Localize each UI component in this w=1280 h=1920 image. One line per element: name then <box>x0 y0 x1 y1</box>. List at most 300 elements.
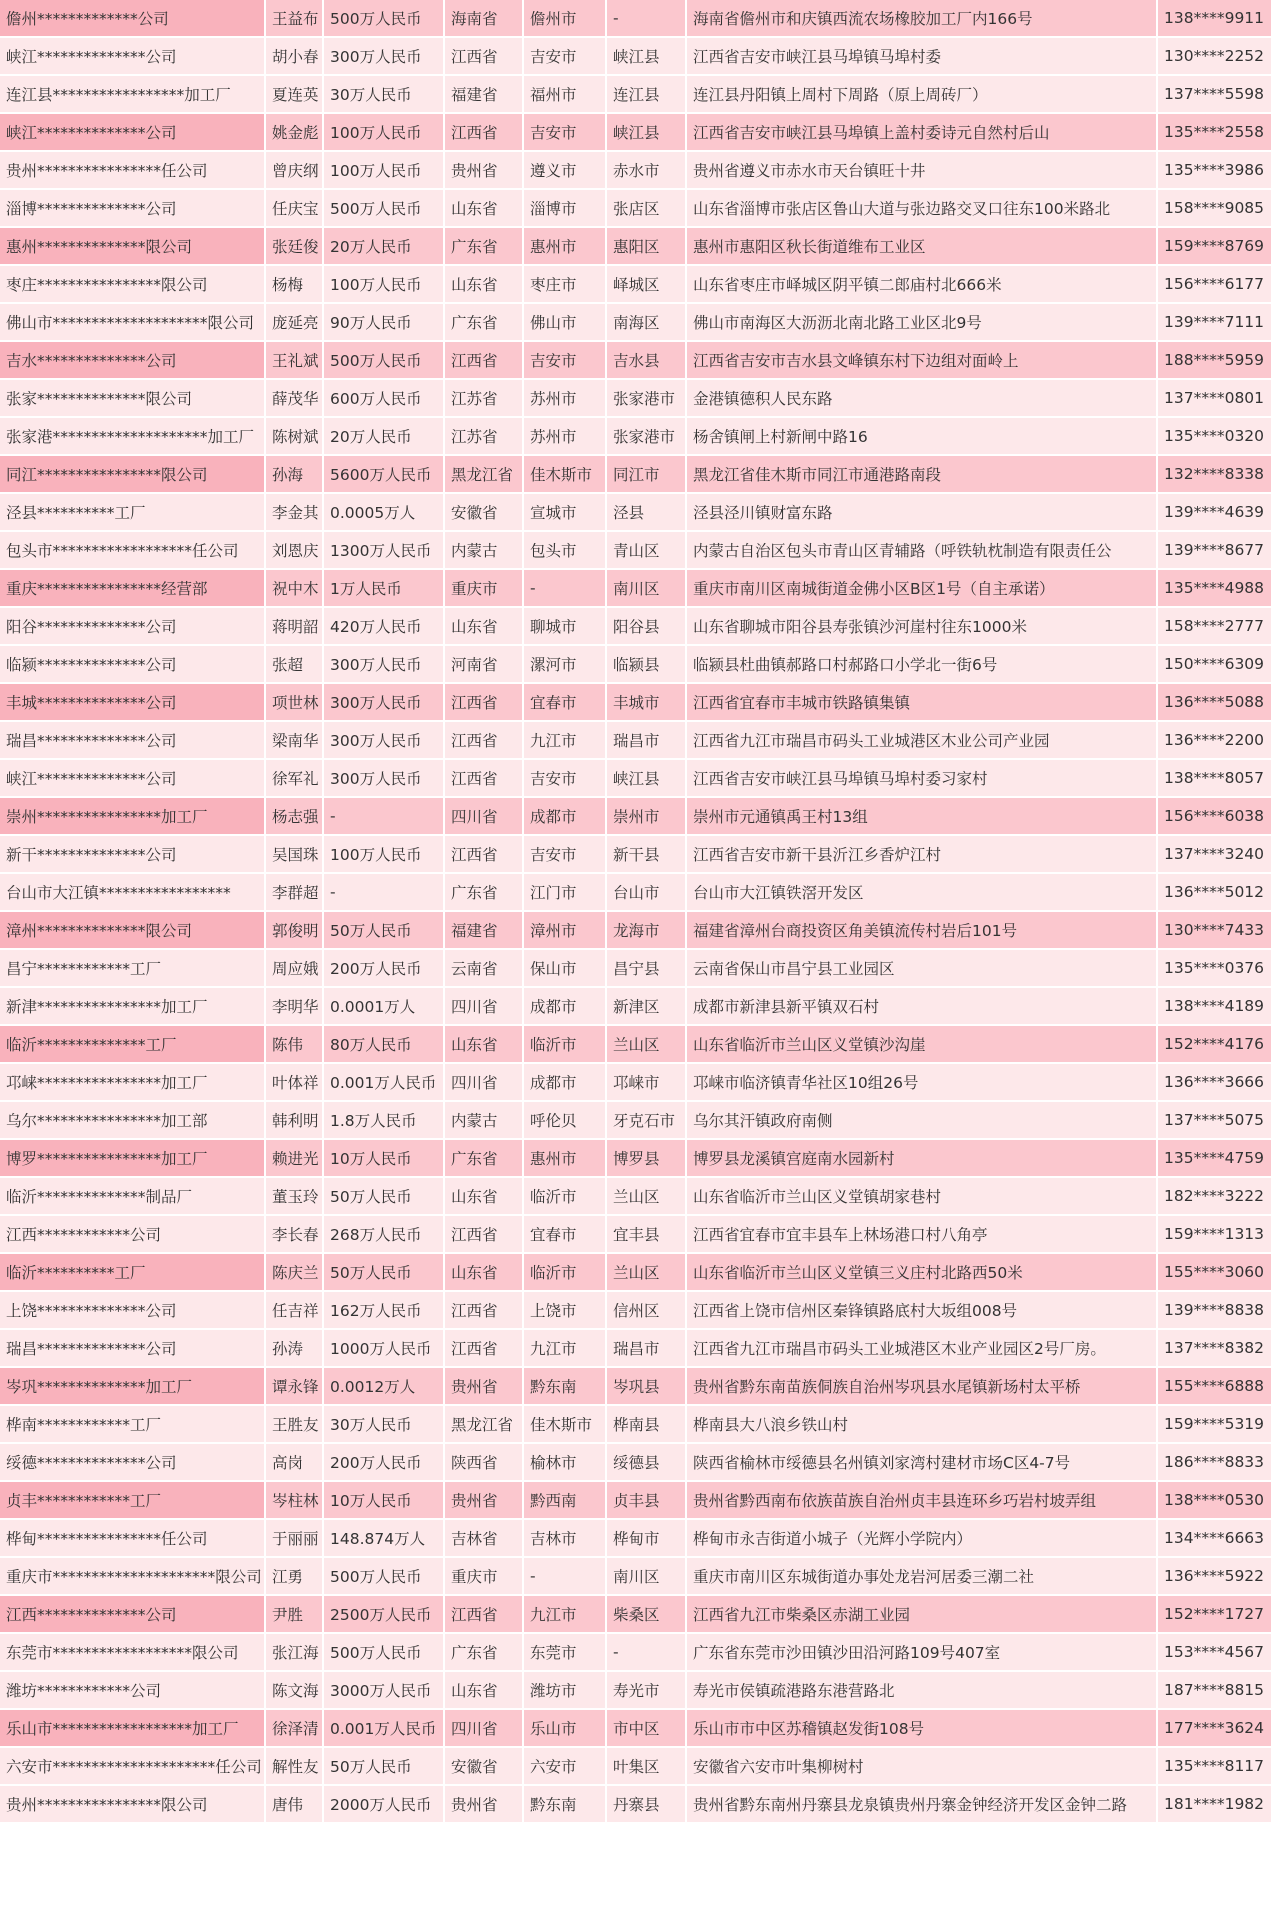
legal-person-cell: 王胜友 <box>266 1406 324 1444</box>
province-cell: 江西省 <box>445 1330 524 1368</box>
city-cell: 包头市 <box>524 532 607 570</box>
phone-cell: 135****0376 <box>1158 950 1273 988</box>
phone-cell: 156****6038 <box>1158 798 1273 836</box>
registered-capital-cell: 148.874万人 <box>324 1520 445 1558</box>
address-cell: 邛崃市临济镇青华社区10组26号 <box>687 1064 1158 1102</box>
company-name-cell: 乌尔****************加工部 <box>0 1102 266 1140</box>
company-name-cell: 绥德**************公司 <box>0 1444 266 1482</box>
table-row <box>0 1520 1273 1558</box>
phone-cell: 156****6177 <box>1158 266 1273 304</box>
registered-capital-cell: 300万人民币 <box>324 760 445 798</box>
company-name-cell: 崇州****************加工厂 <box>0 798 266 836</box>
registered-capital-cell: 2000万人民币 <box>324 1786 445 1824</box>
legal-person-cell: 张江海 <box>266 1634 324 1672</box>
province-cell: 山东省 <box>445 1178 524 1216</box>
district-cell: 贞丰县 <box>607 1482 687 1520</box>
registered-capital-cell: 300万人民币 <box>324 646 445 684</box>
table-row <box>0 532 1273 570</box>
legal-person-cell: 孙涛 <box>266 1330 324 1368</box>
legal-person-cell: 陈庆兰 <box>266 1254 324 1292</box>
registered-capital-cell: 420万人民币 <box>324 608 445 646</box>
registered-capital-cell: 20万人民币 <box>324 418 445 456</box>
address-cell: 贵州省黔东南苗族侗族自治州岑巩县水尾镇新场村太平桥 <box>687 1368 1158 1406</box>
district-cell: 瑞昌市 <box>607 722 687 760</box>
company-name-cell: 新干**************公司 <box>0 836 266 874</box>
phone-cell: 150****6309 <box>1158 646 1273 684</box>
city-cell: 佛山市 <box>524 304 607 342</box>
company-name-cell: 儋州*************公司 <box>0 0 266 38</box>
phone-cell: 139****8838 <box>1158 1292 1273 1330</box>
district-cell: 博罗县 <box>607 1140 687 1178</box>
registered-capital-cell: 500万人民币 <box>324 0 445 38</box>
company-name-cell: 江西************公司 <box>0 1216 266 1254</box>
address-cell: 江西省吉安市新干县沂江乡香炉江村 <box>687 836 1158 874</box>
table-row <box>0 1672 1273 1710</box>
district-cell: 赤水市 <box>607 152 687 190</box>
city-cell: - <box>524 1558 607 1596</box>
phone-cell: 137****5598 <box>1158 76 1273 114</box>
phone-cell: 136****2200 <box>1158 722 1273 760</box>
address-cell: 山东省枣庄市峄城区阴平镇二郎庙村北666米 <box>687 266 1158 304</box>
registered-capital-cell: 1万人民币 <box>324 570 445 608</box>
phone-cell: 136****5088 <box>1158 684 1273 722</box>
registered-capital-cell: 50万人民币 <box>324 1254 445 1292</box>
company-name-cell: 东莞市******************限公司 <box>0 1634 266 1672</box>
table-row <box>0 1444 1273 1482</box>
city-cell: 苏州市 <box>524 418 607 456</box>
registered-capital-cell: 100万人民币 <box>324 114 445 152</box>
registered-capital-cell: 0.001万人民币 <box>324 1064 445 1102</box>
company-name-cell: 枣庄****************限公司 <box>0 266 266 304</box>
table-row <box>0 608 1273 646</box>
company-name-cell: 漳州**************限公司 <box>0 912 266 950</box>
district-cell: 台山市 <box>607 874 687 912</box>
district-cell: 阳谷县 <box>607 608 687 646</box>
address-cell: 山东省聊城市阳谷县寿张镇沙河崖村往东1000米 <box>687 608 1158 646</box>
table-row <box>0 1368 1273 1406</box>
registered-capital-cell: 0.0012万人 <box>324 1368 445 1406</box>
legal-person-cell: 任吉祥 <box>266 1292 324 1330</box>
district-cell: 邛崃市 <box>607 1064 687 1102</box>
city-cell: 宜春市 <box>524 684 607 722</box>
company-name-cell: 上饶**************公司 <box>0 1292 266 1330</box>
legal-person-cell: 孙海 <box>266 456 324 494</box>
phone-cell: 137****3240 <box>1158 836 1273 874</box>
phone-cell: 138****8057 <box>1158 760 1273 798</box>
legal-person-cell: 周应娥 <box>266 950 324 988</box>
city-cell: 九江市 <box>524 722 607 760</box>
phone-cell: 137****8382 <box>1158 1330 1273 1368</box>
legal-person-cell: 郭俊明 <box>266 912 324 950</box>
registered-capital-cell: 100万人民币 <box>324 836 445 874</box>
table-row <box>0 342 1273 380</box>
phone-cell: 135****0320 <box>1158 418 1273 456</box>
company-name-cell: 同江****************限公司 <box>0 456 266 494</box>
table-row <box>0 152 1273 190</box>
province-cell: 江西省 <box>445 1292 524 1330</box>
province-cell: 江西省 <box>445 760 524 798</box>
registered-capital-cell: 30万人民币 <box>324 1406 445 1444</box>
registered-capital-cell: 50万人民币 <box>324 912 445 950</box>
province-cell: 山东省 <box>445 1026 524 1064</box>
province-cell: 云南省 <box>445 950 524 988</box>
registered-capital-cell: 500万人民币 <box>324 342 445 380</box>
phone-cell: 159****1313 <box>1158 1216 1273 1254</box>
province-cell: 四川省 <box>445 1064 524 1102</box>
legal-person-cell: 张廷俊 <box>266 228 324 266</box>
phone-cell: 136****5922 <box>1158 1558 1273 1596</box>
registered-capital-cell: 268万人民币 <box>324 1216 445 1254</box>
phone-cell: 139****4639 <box>1158 494 1273 532</box>
phone-cell: 152****4176 <box>1158 1026 1273 1064</box>
address-cell: 山东省临沂市兰山区义堂镇三义庄村北路西50米 <box>687 1254 1158 1292</box>
city-cell: 吉安市 <box>524 114 607 152</box>
phone-cell: 137****5075 <box>1158 1102 1273 1140</box>
city-cell: 吉安市 <box>524 836 607 874</box>
province-cell: 福建省 <box>445 76 524 114</box>
phone-cell: 182****3222 <box>1158 1178 1273 1216</box>
address-cell: 连江县丹阳镇上周村下周路（原上周砖厂） <box>687 76 1158 114</box>
table-row <box>0 380 1273 418</box>
company-name-cell: 临沂**************工厂 <box>0 1026 266 1064</box>
company-name-cell: 乐山市******************加工厂 <box>0 1710 266 1748</box>
province-cell: 重庆市 <box>445 1558 524 1596</box>
district-cell: 崇州市 <box>607 798 687 836</box>
city-cell: 佳木斯市 <box>524 456 607 494</box>
legal-person-cell: 谭永锋 <box>266 1368 324 1406</box>
district-cell: 绥德县 <box>607 1444 687 1482</box>
address-cell: 重庆市南川区南城街道金佛小区B区1号（自主承诺） <box>687 570 1158 608</box>
table-row <box>0 570 1273 608</box>
table-row <box>0 1330 1273 1368</box>
legal-person-cell: 任庆宝 <box>266 190 324 228</box>
legal-person-cell: 项世林 <box>266 684 324 722</box>
phone-cell: 186****8833 <box>1158 1444 1273 1482</box>
province-cell: 贵州省 <box>445 1368 524 1406</box>
registered-capital-cell: 162万人民币 <box>324 1292 445 1330</box>
phone-cell: 132****8338 <box>1158 456 1273 494</box>
registered-capital-cell: 200万人民币 <box>324 950 445 988</box>
legal-person-cell: 陈文海 <box>266 1672 324 1710</box>
company-name-cell: 重庆市*********************限公司 <box>0 1558 266 1596</box>
city-cell: 乐山市 <box>524 1710 607 1748</box>
company-name-cell: 桦甸****************任公司 <box>0 1520 266 1558</box>
address-cell: 江西省九江市瑞昌市码头工业城港区木业公司产业园 <box>687 722 1158 760</box>
district-cell: 张店区 <box>607 190 687 228</box>
district-cell: - <box>607 1634 687 1672</box>
district-cell: 张家港市 <box>607 418 687 456</box>
city-cell: 聊城市 <box>524 608 607 646</box>
registered-capital-cell: 0.0001万人 <box>324 988 445 1026</box>
address-cell: 山东省临沂市兰山区义堂镇沙沟崖 <box>687 1026 1158 1064</box>
table-row <box>0 1292 1273 1330</box>
province-cell: 江苏省 <box>445 380 524 418</box>
city-cell: 吉安市 <box>524 38 607 76</box>
company-name-cell: 泾县**********工厂 <box>0 494 266 532</box>
province-cell: 贵州省 <box>445 1786 524 1824</box>
district-cell: 兰山区 <box>607 1178 687 1216</box>
legal-person-cell: 李金其 <box>266 494 324 532</box>
address-cell: 陕西省榆林市绥德县名州镇刘家湾村建材市场C区4-7号 <box>687 1444 1158 1482</box>
legal-person-cell: 唐伟 <box>266 1786 324 1824</box>
district-cell: 连江县 <box>607 76 687 114</box>
address-cell: 贵州省黔西南布依族苗族自治州贞丰县连环乡巧岩村坡弄组 <box>687 1482 1158 1520</box>
legal-person-cell: 吴国珠 <box>266 836 324 874</box>
phone-cell: 137****0801 <box>1158 380 1273 418</box>
company-name-cell: 贵州****************限公司 <box>0 1786 266 1824</box>
legal-person-cell: 徐泽清 <box>266 1710 324 1748</box>
address-cell: 山东省淄博市张店区鲁山大道与张边路交叉口往东100米路北 <box>687 190 1158 228</box>
registered-capital-cell: 300万人民币 <box>324 38 445 76</box>
province-cell: 黑龙江省 <box>445 456 524 494</box>
table-row <box>0 1596 1273 1634</box>
company-name-cell: 惠州**************限公司 <box>0 228 266 266</box>
table-row <box>0 1710 1273 1748</box>
table-row <box>0 38 1273 76</box>
address-cell: 江西省吉安市峡江县马埠镇马埠村委习家村 <box>687 760 1158 798</box>
province-cell: 安徽省 <box>445 1748 524 1786</box>
city-cell: 临沂市 <box>524 1254 607 1292</box>
registered-capital-cell: 100万人民币 <box>324 152 445 190</box>
table-row <box>0 0 1273 38</box>
district-cell: 瑞昌市 <box>607 1330 687 1368</box>
table-row <box>0 1102 1273 1140</box>
legal-person-cell: 胡小春 <box>266 38 324 76</box>
company-name-cell: 邛崃****************加工厂 <box>0 1064 266 1102</box>
table-row <box>0 874 1273 912</box>
legal-person-cell: 曾庆纲 <box>266 152 324 190</box>
phone-cell: 177****3624 <box>1158 1710 1273 1748</box>
registered-capital-cell: 80万人民币 <box>324 1026 445 1064</box>
legal-person-cell: 刘恩庆 <box>266 532 324 570</box>
city-cell: 九江市 <box>524 1596 607 1634</box>
district-cell: 峄城区 <box>607 266 687 304</box>
table-row <box>0 1026 1273 1064</box>
company-name-cell: 临沂**************制品厂 <box>0 1178 266 1216</box>
city-cell: 江门市 <box>524 874 607 912</box>
address-cell: 贵州省遵义市赤水市天台镇旺十井 <box>687 152 1158 190</box>
legal-person-cell: 董玉玲 <box>266 1178 324 1216</box>
registered-capital-cell: 1000万人民币 <box>324 1330 445 1368</box>
phone-cell: 138****0530 <box>1158 1482 1273 1520</box>
registered-capital-cell: 500万人民币 <box>324 190 445 228</box>
phone-cell: 181****1982 <box>1158 1786 1273 1824</box>
registered-capital-cell: 10万人民币 <box>324 1482 445 1520</box>
city-cell: 遵义市 <box>524 152 607 190</box>
province-cell: 海南省 <box>445 0 524 38</box>
registered-capital-cell: 20万人民币 <box>324 228 445 266</box>
table-row <box>0 190 1273 228</box>
company-name-cell: 峡江**************公司 <box>0 760 266 798</box>
company-name-cell: 潍坊************公司 <box>0 1672 266 1710</box>
address-cell: 江西省九江市瑞昌市码头工业城港区木业产业园区2号厂房。 <box>687 1330 1158 1368</box>
legal-person-cell: 姚金彪 <box>266 114 324 152</box>
legal-person-cell: 张超 <box>266 646 324 684</box>
district-cell: 兰山区 <box>607 1254 687 1292</box>
province-cell: 江西省 <box>445 684 524 722</box>
province-cell: 吉林省 <box>445 1520 524 1558</box>
district-cell: 柴桑区 <box>607 1596 687 1634</box>
district-cell: 南川区 <box>607 1558 687 1596</box>
province-cell: 江西省 <box>445 836 524 874</box>
company-name-cell: 贵州****************任公司 <box>0 152 266 190</box>
city-cell: 榆林市 <box>524 1444 607 1482</box>
district-cell: 桦甸市 <box>607 1520 687 1558</box>
province-cell: 内蒙古 <box>445 1102 524 1140</box>
district-cell: 兰山区 <box>607 1026 687 1064</box>
address-cell: 台山市大江镇铁滘开发区 <box>687 874 1158 912</box>
phone-cell: 136****3666 <box>1158 1064 1273 1102</box>
company-name-cell: 瑞昌**************公司 <box>0 1330 266 1368</box>
province-cell: 内蒙古 <box>445 532 524 570</box>
city-cell: 黔西南 <box>524 1482 607 1520</box>
city-cell: 宣城市 <box>524 494 607 532</box>
phone-cell: 158****2777 <box>1158 608 1273 646</box>
district-cell: 牙克石市 <box>607 1102 687 1140</box>
province-cell: 贵州省 <box>445 1482 524 1520</box>
address-cell: 金港镇德积人民东路 <box>687 380 1158 418</box>
city-cell: 福州市 <box>524 76 607 114</box>
legal-person-cell: 薛茂华 <box>266 380 324 418</box>
company-name-cell: 博罗****************加工厂 <box>0 1140 266 1178</box>
table-row <box>0 684 1273 722</box>
city-cell: 临沂市 <box>524 1026 607 1064</box>
address-cell: 江西省九江市柴桑区赤湖工业园 <box>687 1596 1158 1634</box>
city-cell: 六安市 <box>524 1748 607 1786</box>
address-cell: 崇州市元通镇禹王村13组 <box>687 798 1158 836</box>
phone-cell: 159****8769 <box>1158 228 1273 266</box>
phone-cell: 139****8677 <box>1158 532 1273 570</box>
city-cell: 惠州市 <box>524 228 607 266</box>
address-cell: 黑龙江省佳木斯市同江市通港路南段 <box>687 456 1158 494</box>
phone-cell: 136****5012 <box>1158 874 1273 912</box>
address-cell: 乐山市市中区苏稽镇赵发街108号 <box>687 1710 1158 1748</box>
province-cell: 山东省 <box>445 1254 524 1292</box>
table-row <box>0 836 1273 874</box>
district-cell: 宜丰县 <box>607 1216 687 1254</box>
district-cell: 吉水县 <box>607 342 687 380</box>
province-cell: 四川省 <box>445 798 524 836</box>
table-row <box>0 1216 1273 1254</box>
province-cell: 黑龙江省 <box>445 1406 524 1444</box>
table-row <box>0 1178 1273 1216</box>
company-name-cell: 包头市******************任公司 <box>0 532 266 570</box>
registered-capital-cell: 30万人民币 <box>324 76 445 114</box>
province-cell: 河南省 <box>445 646 524 684</box>
phone-cell: 155****6888 <box>1158 1368 1273 1406</box>
company-name-cell: 阳谷**************公司 <box>0 608 266 646</box>
address-cell: 成都市新津县新平镇双石村 <box>687 988 1158 1026</box>
province-cell: 福建省 <box>445 912 524 950</box>
registered-capital-cell: 1300万人民币 <box>324 532 445 570</box>
table-row <box>0 1482 1273 1520</box>
address-cell: 重庆市南川区东城街道办事处龙岩河居委三潮二社 <box>687 1558 1158 1596</box>
company-name-cell: 台山市大江镇***************** <box>0 874 266 912</box>
phone-cell: 130****2252 <box>1158 38 1273 76</box>
legal-person-cell: 杨志强 <box>266 798 324 836</box>
phone-cell: 159****5319 <box>1158 1406 1273 1444</box>
city-cell: 呼伦贝 <box>524 1102 607 1140</box>
phone-cell: 152****1727 <box>1158 1596 1273 1634</box>
district-cell: 叶集区 <box>607 1748 687 1786</box>
registered-capital-cell: 5600万人民币 <box>324 456 445 494</box>
city-cell: 东莞市 <box>524 1634 607 1672</box>
district-cell: 龙海市 <box>607 912 687 950</box>
phone-cell: 138****4189 <box>1158 988 1273 1026</box>
address-cell: 安徽省六安市叶集柳树村 <box>687 1748 1158 1786</box>
district-cell: 新津区 <box>607 988 687 1026</box>
address-cell: 云南省保山市昌宁县工业园区 <box>687 950 1158 988</box>
table-row <box>0 304 1273 342</box>
table-row <box>0 760 1273 798</box>
registered-capital-cell: 50万人民币 <box>324 1178 445 1216</box>
province-cell: 广东省 <box>445 874 524 912</box>
district-cell: 岑巩县 <box>607 1368 687 1406</box>
company-name-cell: 淄博**************公司 <box>0 190 266 228</box>
company-name-cell: 峡江**************公司 <box>0 114 266 152</box>
address-cell: 广东省东莞市沙田镇沙田沿河路109号407室 <box>687 1634 1158 1672</box>
legal-person-cell: 尹胜 <box>266 1596 324 1634</box>
city-cell: 临沂市 <box>524 1178 607 1216</box>
address-cell: 山东省临沂市兰山区义堂镇胡家巷村 <box>687 1178 1158 1216</box>
city-cell: 漳州市 <box>524 912 607 950</box>
city-cell: 黔东南 <box>524 1368 607 1406</box>
city-cell: 宜春市 <box>524 1216 607 1254</box>
province-cell: 广东省 <box>445 1140 524 1178</box>
city-cell: 九江市 <box>524 1330 607 1368</box>
city-cell: 淄博市 <box>524 190 607 228</box>
address-cell: 贵州省黔东南州丹寨县龙泉镇贵州丹寨金钟经济开发区金钟二路 <box>687 1786 1158 1824</box>
table-row <box>0 266 1273 304</box>
district-cell: 寿光市 <box>607 1672 687 1710</box>
company-name-cell: 岑巩**************加工厂 <box>0 1368 266 1406</box>
registered-capital-cell: 100万人民币 <box>324 266 445 304</box>
legal-person-cell: 赖进光 <box>266 1140 324 1178</box>
address-cell: 乌尔其汗镇政府南侧 <box>687 1102 1158 1140</box>
address-cell: 江西省吉安市峡江县马埠镇上盖村委诗元自然村后山 <box>687 114 1158 152</box>
phone-cell: 135****4759 <box>1158 1140 1273 1178</box>
district-cell: 青山区 <box>607 532 687 570</box>
table-row <box>0 1254 1273 1292</box>
district-cell: 峡江县 <box>607 38 687 76</box>
registered-capital-cell: 500万人民币 <box>324 1634 445 1672</box>
legal-person-cell: 杨梅 <box>266 266 324 304</box>
table-row <box>0 1748 1273 1786</box>
company-name-cell: 佛山市********************限公司 <box>0 304 266 342</box>
company-name-cell: 张家港********************加工厂 <box>0 418 266 456</box>
table-row <box>0 912 1273 950</box>
registered-capital-cell: 300万人民币 <box>324 684 445 722</box>
city-cell: 苏州市 <box>524 380 607 418</box>
district-cell: - <box>607 0 687 38</box>
registered-capital-cell: - <box>324 798 445 836</box>
city-cell: 成都市 <box>524 988 607 1026</box>
phone-cell: 139****7111 <box>1158 304 1273 342</box>
city-cell: 吉安市 <box>524 342 607 380</box>
legal-person-cell: 徐军礼 <box>266 760 324 798</box>
address-cell: 桦甸市永吉街道小城子（光辉小学院内） <box>687 1520 1158 1558</box>
city-cell: 黔东南 <box>524 1786 607 1824</box>
district-cell: 张家港市 <box>607 380 687 418</box>
city-cell: 吉安市 <box>524 760 607 798</box>
phone-cell: 158****9085 <box>1158 190 1273 228</box>
phone-cell: 130****7433 <box>1158 912 1273 950</box>
province-cell: 江西省 <box>445 722 524 760</box>
table-row <box>0 798 1273 836</box>
province-cell: 安徽省 <box>445 494 524 532</box>
city-cell: 惠州市 <box>524 1140 607 1178</box>
address-cell: 江西省吉安市峡江县马埠镇马埠村委 <box>687 38 1158 76</box>
